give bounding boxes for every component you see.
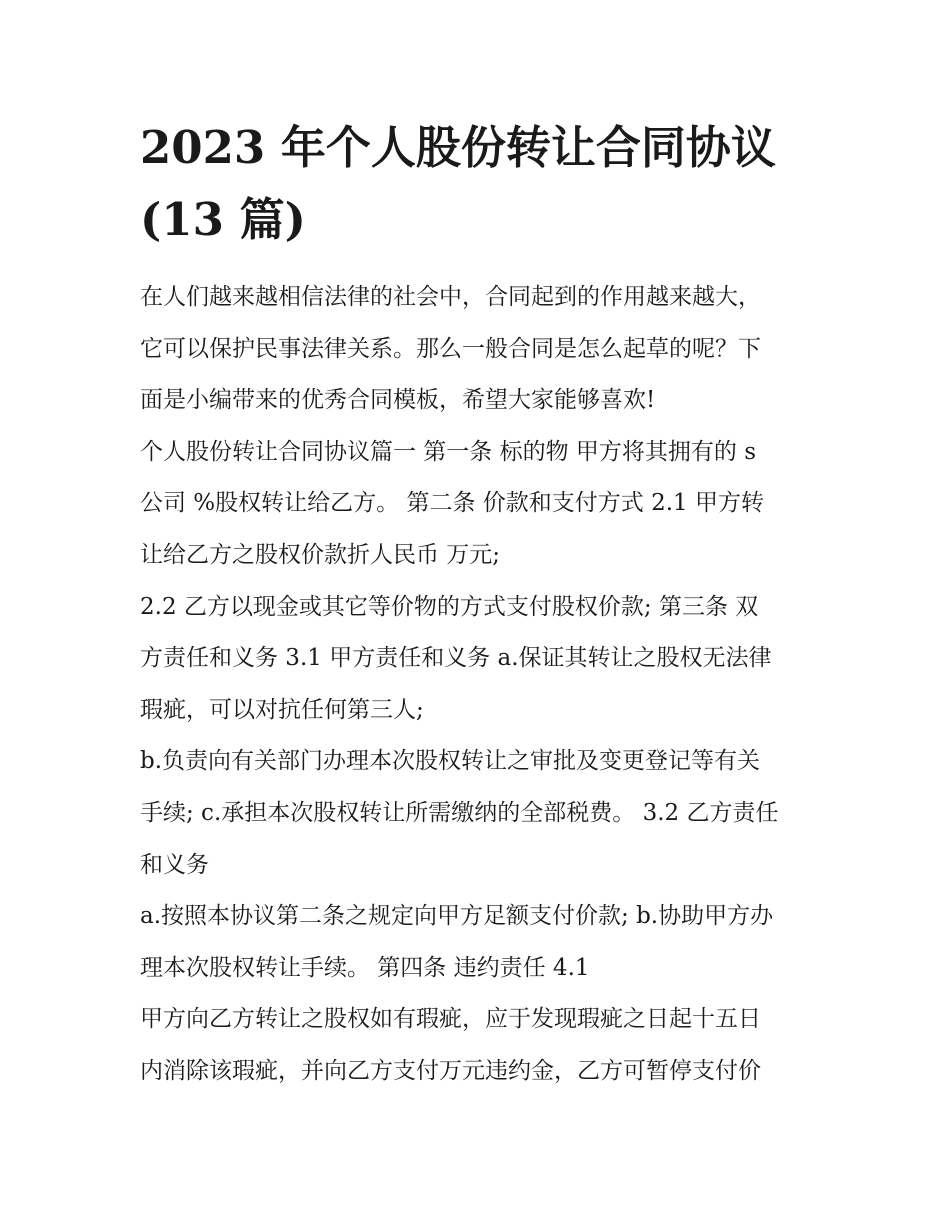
paragraph-intro bbox=[140, 272, 812, 427]
paragraph-article-4 bbox=[140, 891, 812, 994]
text-line: 公司 %股权转让给乙方。 第二条 价款和支付方式 2.1 甲方转 bbox=[140, 490, 764, 517]
text-line: 面是小编带来的优秀合同模板，希望大家能够喜欢! bbox=[140, 387, 656, 414]
document-content bbox=[140, 112, 812, 1098]
title-line: 2023 年个人股份转让合同协议 bbox=[140, 121, 776, 174]
text-line: 瑕疵，可以对抗任何第三人; bbox=[140, 696, 424, 723]
text-line: 手续; c.承担本次股权转让所需缴纳的全部税费。 3.2 乙方责任 bbox=[140, 799, 779, 826]
text-line: 方责任和义务 3.1 甲方责任和义务 a.保证其转让之股权无法律 bbox=[140, 645, 772, 672]
paragraph-article-5 bbox=[140, 994, 812, 1097]
text-line: 在人们越来越相信法律的社会中，合同起到的作用越来越大， bbox=[140, 284, 761, 310]
text-line: 内消除该瑕疵，并向乙方支付万元违约金，乙方可暂停支付价 bbox=[140, 1057, 761, 1084]
text-line: 让给乙方之股权价款折人民币 万元; bbox=[140, 541, 501, 568]
text-line: 它可以保护民事法律关系。那么一般合同是怎么起草的呢？下 bbox=[140, 335, 761, 362]
paragraph-article-3 bbox=[140, 736, 812, 891]
paragraph-article-1 bbox=[140, 427, 812, 582]
text-line: 和义务 bbox=[140, 851, 209, 878]
text-line: b.负责向有关部门办理本次股权转让之审批及变更登记等有关 bbox=[140, 748, 761, 775]
text-line: a.按照本协议第二条之规定向甲方足额支付价款; b.协助甲方办 bbox=[140, 903, 774, 930]
document-title bbox=[140, 112, 812, 256]
title-line: (13 篇) bbox=[140, 193, 306, 246]
text-line: 理本次股权转让手续。 第四条 违约责任 4.1 bbox=[140, 954, 590, 981]
text-line: 个人股份转让合同协议篇一 第一条 标的物 甲方将其拥有的 s bbox=[140, 438, 757, 465]
text-line: 甲方向乙方转让之股权如有瑕疵，应于发现瑕疵之日起十五日 bbox=[140, 1006, 761, 1033]
paragraph-article-2 bbox=[140, 582, 812, 737]
document-body bbox=[140, 272, 812, 1098]
text-line: 2.2 乙方以现金或其它等价物的方式支付股权价款; 第三条 双 bbox=[140, 593, 759, 620]
